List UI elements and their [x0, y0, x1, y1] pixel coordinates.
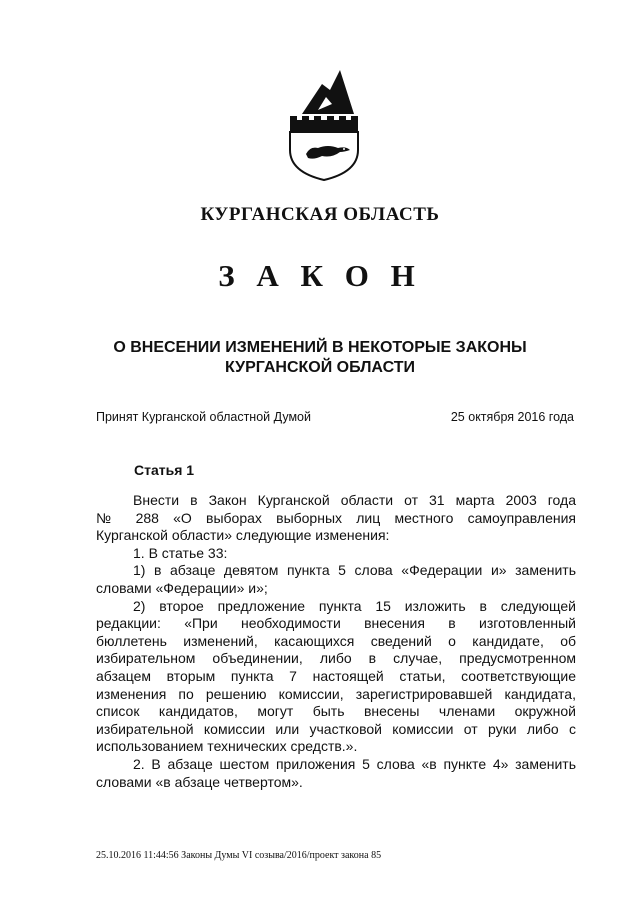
article-line: 2. В абзаце шестом приложения 5 слова «в пункте 4» заменить — [133, 755, 576, 772]
adoption-date: 25 октября 2016 года — [450, 410, 574, 424]
adoption-line — [96, 410, 574, 426]
coat-of-arms-icon — [288, 42, 360, 182]
article-line: изменения по решению комиссии, зарегистрировавшей кандидата, — [96, 685, 576, 702]
article-line: избирательной комиссии или участковой комиссии от руки либо с — [96, 720, 576, 737]
region-name: КУРГАНСКАЯ ОБЛАСТЬ — [200, 204, 440, 225]
article-line: 1. В статье 33: — [133, 544, 228, 561]
article-line: 1) в абзаце девятом пункта 5 слова «Федерации и» заменить — [133, 562, 576, 579]
article-line: 2) второе предложение пункта 15 изложить в следующей — [133, 597, 576, 614]
article-body — [96, 492, 576, 791]
article-line: Внести в Закон Курганской области от 31 марта 2003 года — [133, 492, 576, 508]
article-line: № 288 «О выборах выборных лиц местного самоуправления — [96, 509, 576, 526]
article-line: словами «в абзаце четвертом». — [96, 773, 303, 790]
footer-stamp: 25.10.2016 11:44:56 Законы Думы VI созыва/2016/проект закона 85 — [96, 850, 382, 861]
law-title-line: КУРГАНСКОЙ ОБЛАСТИ — [224, 359, 416, 376]
article-line: использованием технических средств.». — [96, 738, 358, 755]
article-line: редакции: «При необходимости внесения в изготовленный — [96, 615, 576, 632]
article-line: избирательном объединении, либо в случае, предусмотренном — [96, 650, 576, 667]
document-type: З А К О Н — [218, 258, 422, 293]
article-heading: Статья 1 — [134, 462, 195, 478]
article-line: словами «Федерации» и»; — [96, 579, 268, 596]
adopted-by: Принят Курганской областной Думой — [96, 410, 311, 424]
article-line: список кандидатов, могут быть внесены членами окружной — [96, 703, 576, 720]
article-line: абзацем вторым пункта 7 настоящей статьи, соответствующие — [96, 667, 576, 684]
law-title-line: О ВНЕСЕНИИ ИЗМЕНЕНИЙ В НЕКОТОРЫЕ ЗАКОНЫ — [113, 339, 527, 356]
article-line: бюллетень изменений, касающихся сведений о кандидате, об — [96, 632, 576, 649]
article-line: Курганской области» следующие изменения: — [96, 527, 390, 544]
law-title — [60, 338, 580, 378]
